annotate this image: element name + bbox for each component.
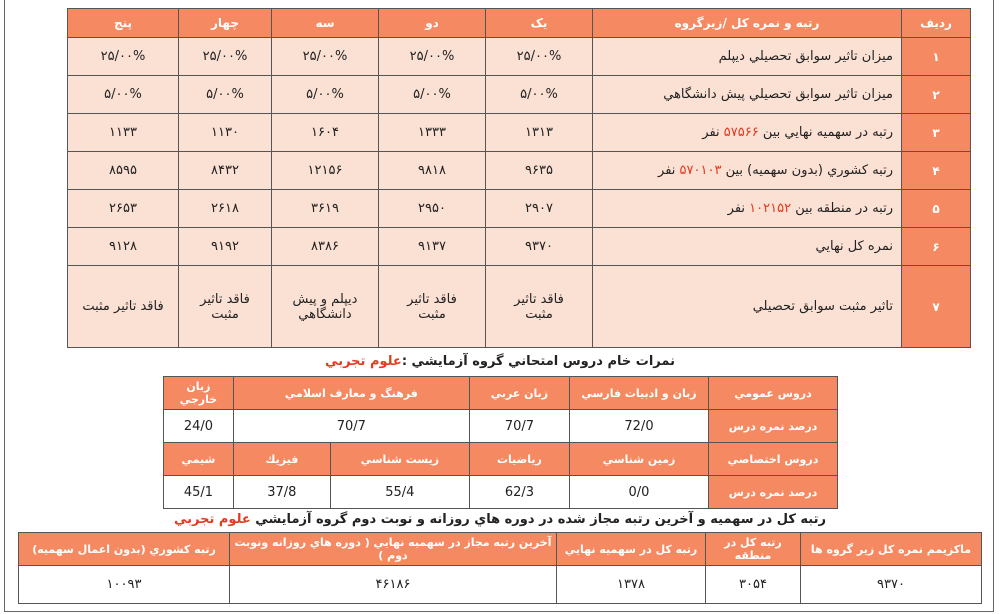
raw-scores-title-group: علوم تجربي	[325, 354, 402, 369]
value-group-4: فاقد تاثير مثبت	[179, 266, 272, 348]
final-ranks-title-text: رتبه كل در سهميه و آخرين رتبه مجاز شده در دوره هاي روزانه و نوبت دوم گروه آزمايشي	[255, 512, 826, 527]
value-quota-rank: ۱۳۷۸	[557, 566, 706, 604]
row-number: ۲	[902, 76, 971, 114]
row-number: ۷	[902, 266, 971, 348]
value-group-2: ۹۸۱۸	[379, 152, 486, 190]
header-group-4: چهار	[179, 9, 272, 38]
raw-scores-title	[300, 354, 700, 369]
subject-mathematics: رياضيات	[469, 443, 569, 476]
row-label: ميزان تاثير سوابق تحصيلي پيش دانشگاهي	[593, 76, 902, 114]
value-group-5: ۸۵۹۵	[68, 152, 179, 190]
value-group-5: ۲۶۵۳	[68, 190, 179, 228]
general-percent-label: درصد نمره درس	[709, 410, 838, 443]
value-group-1: ۲۹۰۷	[486, 190, 593, 228]
value-group-2: ۱۳۳۳	[379, 114, 486, 152]
summary-table	[67, 8, 971, 348]
row-label-text: رتبه در منطقه بين	[791, 201, 893, 216]
subject-geology: زمين شناسي	[570, 443, 709, 476]
value-group-2: ۹۱۳۷	[379, 228, 486, 266]
row-label-suffix: نفر	[727, 201, 750, 216]
row-number: ۱	[902, 38, 971, 76]
summary-header-row	[68, 9, 971, 38]
row-label	[593, 114, 902, 152]
row-label-count: ۵۷۰۱۰۳	[679, 163, 722, 178]
header-row-no: ردیف	[902, 9, 971, 38]
general-values-row	[164, 410, 838, 443]
row-label: نمره كل نهايي	[593, 228, 902, 266]
table-row	[68, 114, 971, 152]
row-label-suffix: نفر	[702, 125, 724, 140]
header-rank-label: رتبه و نمره کل /زیرگروه	[593, 9, 902, 38]
subject-biology: زيست شناسي	[330, 443, 469, 476]
value-chemistry: 45/1	[164, 476, 234, 509]
specialized-percent-label: درصد نمره درس	[709, 476, 838, 509]
table-row	[68, 190, 971, 228]
table-row	[68, 76, 971, 114]
row-label-text: رتبه در سهميه نهايي بين	[758, 125, 893, 140]
value-geology: 0/0	[570, 476, 709, 509]
specialized-values-row	[164, 476, 838, 509]
value-group-4: ۵/۰۰%	[179, 76, 272, 114]
row-number: ۳	[902, 114, 971, 152]
value-last-allowed-rank: ۴۶۱۸۶	[230, 566, 557, 604]
value-group-4: ۹۱۹۲	[179, 228, 272, 266]
final-ranks-title-group: علوم تجربي	[174, 512, 251, 527]
subject-foreign-language: زبان خارجي	[164, 377, 234, 410]
value-group-2: ۲۹۵۰	[379, 190, 486, 228]
value-group-2: فاقد تاثير مثبت	[379, 266, 486, 348]
subject-islamic-culture: فرهنگ و معارف اسلامي	[233, 377, 469, 410]
value-biology: 55/4	[330, 476, 469, 509]
row-label-count: ۱۰۲۱۵۲	[749, 201, 792, 216]
value-max-total-score: ۹۳۷۰	[801, 566, 982, 604]
value-group-2: ۲۵/۰۰%	[379, 38, 486, 76]
table-row	[68, 228, 971, 266]
raw-scores-title-text: نمرات خام دروس امتحاني گروه آزمايشي :	[401, 354, 675, 369]
value-group-1: ۵/۰۰%	[486, 76, 593, 114]
header-last-allowed-rank: آخرين رتبه مجاز در سهميه نهايي ( دوره هاي روزانه ونوبت دوم )	[230, 533, 557, 566]
header-national-rank: رتبه كشوري (بدون اعمال سهميه)	[19, 533, 230, 566]
header-max-total-score: ماكزيمم نمره كل زير گروه ها	[801, 533, 982, 566]
value-arabic: 70/7	[469, 410, 569, 443]
header-group-5: پنج	[68, 9, 179, 38]
header-quota-rank: رتبه كل در سهميه نهايي	[557, 533, 706, 566]
table-row	[68, 152, 971, 190]
general-courses-label: دروس عمومي	[709, 377, 838, 410]
subject-physics: فيزيك	[233, 443, 330, 476]
value-group-3: ۸۳۸۶	[272, 228, 379, 266]
row-label	[593, 190, 902, 228]
subject-chemistry: شيمي	[164, 443, 234, 476]
value-physics: 37/8	[233, 476, 330, 509]
final-ranks-title	[150, 512, 850, 527]
subject-persian-literature: زبان و ادبيات فارسي	[570, 377, 709, 410]
final-ranks-values-row	[19, 566, 982, 604]
general-subjects-row	[164, 377, 838, 410]
value-group-3: ديپلم و پيش دانشگاهي	[272, 266, 379, 348]
row-number: ۶	[902, 228, 971, 266]
value-persian-literature: 72/0	[570, 410, 709, 443]
row-label-count: ۵۷۵۶۶	[723, 125, 759, 140]
header-group-2: دو	[379, 9, 486, 38]
value-group-3: ۳۶۱۹	[272, 190, 379, 228]
value-group-3: ۱۲۱۵۶	[272, 152, 379, 190]
value-group-1: فاقد تاثير مثبت	[486, 266, 593, 348]
value-group-3: ۱۶۰۴	[272, 114, 379, 152]
value-group-1: ۹۳۷۰	[486, 228, 593, 266]
raw-scores-table	[163, 376, 838, 509]
row-number: ۵	[902, 190, 971, 228]
value-group-2: ۵/۰۰%	[379, 76, 486, 114]
value-foreign-language: 24/0	[164, 410, 234, 443]
specialized-courses-label: دروس اختصاصي	[709, 443, 838, 476]
value-group-5: ۲۵/۰۰%	[68, 38, 179, 76]
header-group-1: یک	[486, 9, 593, 38]
specialized-subjects-row	[164, 443, 838, 476]
value-group-3: ۲۵/۰۰%	[272, 38, 379, 76]
value-group-5: فاقد تاثير مثبت	[68, 266, 179, 348]
header-group-3: سه	[272, 9, 379, 38]
row-number: ۴	[902, 152, 971, 190]
subject-arabic: زبان عربي	[469, 377, 569, 410]
value-group-1: ۲۵/۰۰%	[486, 38, 593, 76]
value-islamic-culture: 70/7	[233, 410, 469, 443]
value-group-4: ۱۱۳۰	[179, 114, 272, 152]
value-group-1: ۹۶۳۵	[486, 152, 593, 190]
value-group-4: ۸۴۳۲	[179, 152, 272, 190]
value-group-4: ۲۵/۰۰%	[179, 38, 272, 76]
final-ranks-table	[18, 532, 982, 604]
row-label	[593, 152, 902, 190]
header-region-rank: رتبه كل در منطقه	[706, 533, 801, 566]
table-row	[68, 266, 971, 348]
value-group-5: ۱۱۳۳	[68, 114, 179, 152]
value-group-5: ۵/۰۰%	[68, 76, 179, 114]
table-row	[68, 38, 971, 76]
row-label-text: رتبه كشوري (بدون سهميه) بين	[721, 163, 893, 178]
row-label: ميزان تاثير سوابق تحصيلي ديپلم	[593, 38, 902, 76]
final-ranks-header-row	[19, 533, 982, 566]
value-group-3: ۵/۰۰%	[272, 76, 379, 114]
row-label: تاثير مثبت سوابق تحصيلي	[593, 266, 902, 348]
value-mathematics: 62/3	[469, 476, 569, 509]
value-group-4: ۲۶۱۸	[179, 190, 272, 228]
row-label-suffix: نفر	[658, 163, 680, 178]
value-national-rank: ۱۰۰۹۳	[19, 566, 230, 604]
value-group-1: ۱۳۱۳	[486, 114, 593, 152]
value-region-rank: ۳۰۵۴	[706, 566, 801, 604]
value-group-5: ۹۱۲۸	[68, 228, 179, 266]
